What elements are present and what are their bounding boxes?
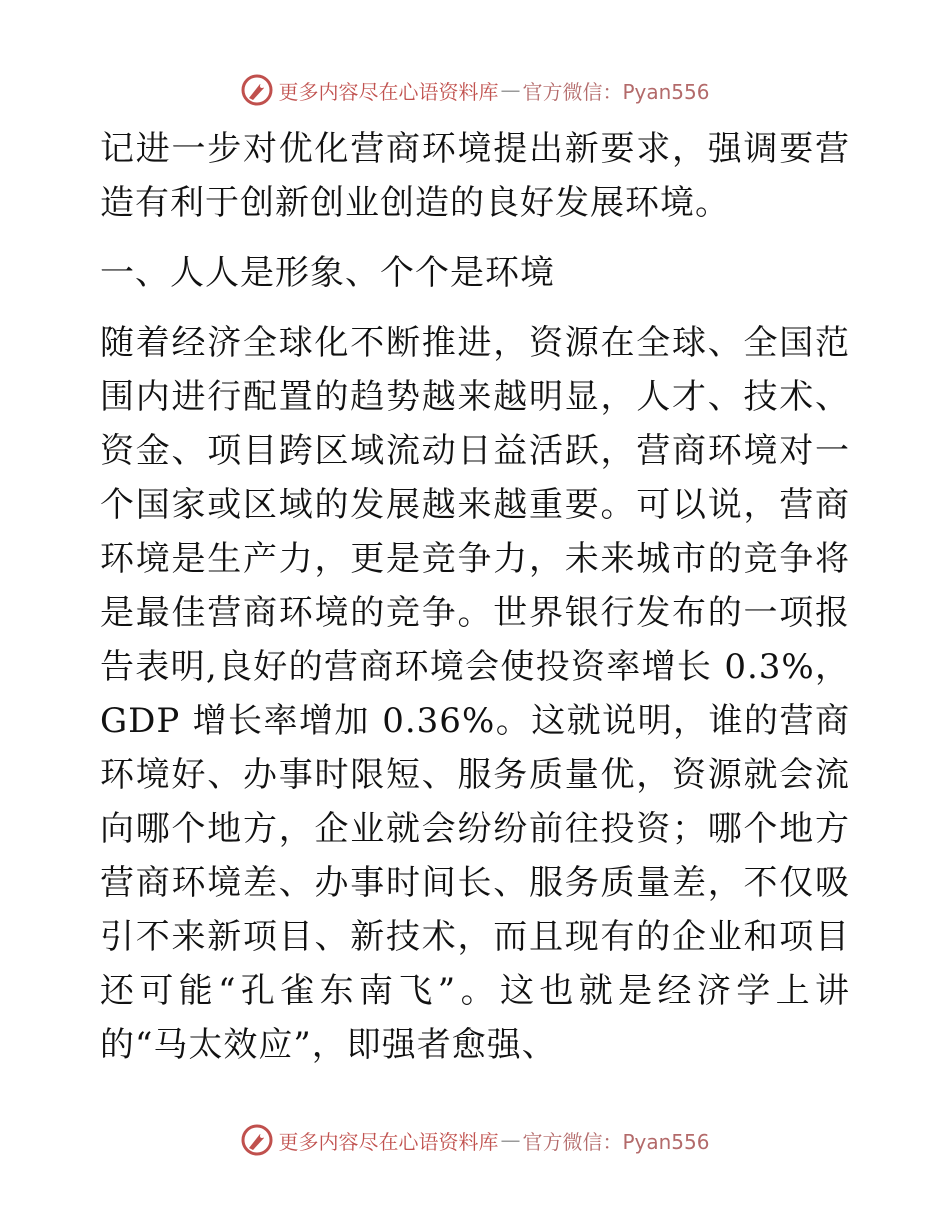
footer-watermark-banner <box>0 1120 950 1160</box>
banner-contact: 官方微信：Pyan556 <box>522 1129 710 1154</box>
document-body <box>100 122 850 1072</box>
intro-paragraph: 记进一步对优化营商环境提出新要求，强调要营造有利于创新创业创造的良好发展环境。 <box>100 129 850 223</box>
section-heading: 一、人人是形象、个个是环境 <box>100 253 555 293</box>
banner-text: 更多内容尽在心语资料库 <box>278 79 499 104</box>
banner-separator: — <box>500 1128 521 1152</box>
banner-separator: — <box>500 78 521 102</box>
banner-contact: 官方微信：Pyan556 <box>522 79 710 104</box>
pen-nib-logo-icon <box>240 73 274 107</box>
banner-text: 更多内容尽在心语资料库 <box>278 1129 499 1154</box>
body-paragraph: 随着经济全球化不断推进，资源在全球、全国范围内进行配置的趋势越来越明显，人才、技术、资金、项目跨区域流动日益活跃，营商环境对一个国家或区域的发展越来越重要。可以说，营商环境是生产力，更是竞争力，未来城市的竞争将是最佳营商环境的竞争。世界银行发布的一项报告表明,良好的营商环境会使投资率增长 0.3%，GDP 增长率增加 0.36%。这就说明，谁的营商环境好、办事时限短、服务质量优，资源就会流向哪个地方，企业就会纷纷前往投资；哪个地方营商环境差、办事时间长、服务质量差，不仅吸引不来新项目、新技术，而且现有的企业和项目还可能“孔雀东南飞”。这也就是经济学上讲的“马太效应”，即强者愈强、 <box>100 323 850 1065</box>
header-watermark-banner <box>0 70 950 110</box>
pen-nib-logo-icon <box>240 1123 274 1157</box>
